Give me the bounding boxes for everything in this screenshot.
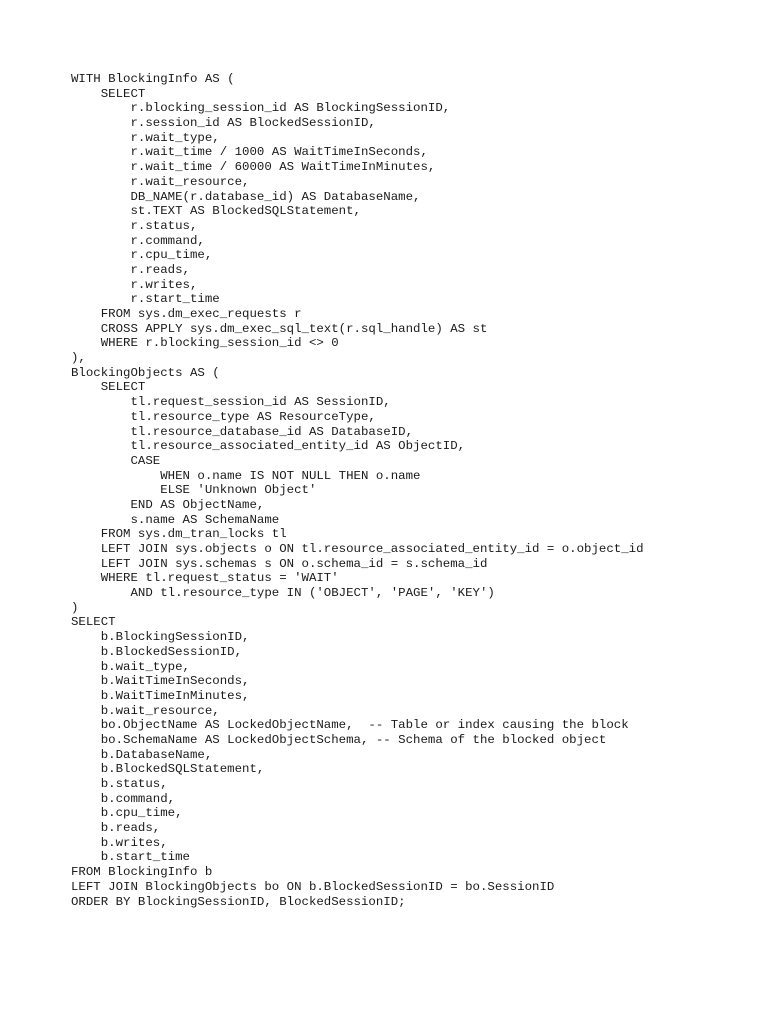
code-line: bo.ObjectName AS LockedObjectName, -- Table or index causing the block	[71, 718, 629, 733]
code-line: )	[71, 600, 79, 615]
code-line: r.reads,	[71, 262, 190, 277]
code-line: b.BlockedSessionID,	[71, 644, 243, 659]
code-line: b.BlockingSessionID,	[71, 630, 250, 645]
code-line: END AS ObjectName,	[71, 497, 265, 512]
code-line: b.wait_resource,	[71, 703, 220, 718]
code-line: LEFT JOIN BlockingObjects bo ON b.BlockedSessionID = bo.SessionID	[71, 879, 555, 894]
code-line: LEFT JOIN sys.schemas s ON o.schema_id = s.schema_id	[71, 556, 488, 571]
code-line: r.cpu_time,	[71, 248, 213, 263]
code-line: SELECT	[71, 615, 116, 630]
code-line: BlockingObjects AS (	[71, 365, 220, 380]
code-line: CASE	[71, 453, 161, 468]
code-line: b.command,	[71, 791, 176, 806]
code-line: tl.resource_associated_entity_id AS ObjectID,	[71, 439, 466, 454]
code-line: FROM sys.dm_exec_requests r	[71, 307, 302, 321]
code-line: r.status,	[71, 218, 198, 233]
code-line: FROM sys.dm_tran_locks tl	[71, 527, 287, 542]
code-line: SELECT	[71, 380, 146, 395]
code-line: LEFT JOIN sys.objects o ON tl.resource_associated_entity_id = o.object_id	[71, 542, 644, 556]
code-line: b.start_time	[71, 850, 190, 865]
code-line: ORDER BY BlockingSessionID, BlockedSessionID;	[71, 894, 406, 909]
code-line: r.command,	[71, 233, 205, 248]
code-line: bo.SchemaName AS LockedObjectSchema, -- Schema of the blocked object	[71, 732, 607, 747]
code-line: r.start_time	[71, 292, 220, 307]
code-line: r.wait_type,	[71, 130, 220, 145]
code-line: s.name AS SchemaName	[71, 512, 280, 527]
code-line: WHERE r.blocking_session_id <> 0	[71, 336, 339, 351]
code-line: DB_NAME(r.database_id) AS DatabaseName,	[71, 189, 421, 204]
code-line: SELECT	[71, 86, 146, 101]
code-line: WHERE tl.request_status = 'WAIT'	[71, 571, 339, 586]
code-line: FROM BlockingInfo b	[71, 865, 213, 880]
code-line: b.DatabaseName,	[71, 747, 213, 762]
code-line: b.status,	[71, 777, 168, 791]
code-line: b.wait_type,	[71, 659, 190, 674]
code-line: b.cpu_time,	[71, 806, 183, 821]
code-line: r.blocking_session_id AS BlockingSessionID,	[71, 101, 451, 116]
code-line: CROSS APPLY sys.dm_exec_sql_text(r.sql_handle) AS st	[71, 321, 488, 336]
code-line: tl.request_session_id AS SessionID,	[71, 395, 391, 410]
code-line: WITH BlockingInfo AS (	[71, 72, 235, 86]
code-line: r.wait_resource,	[71, 174, 250, 189]
code-line: tl.resource_type AS ResourceType,	[71, 409, 376, 424]
code-line: st.TEXT AS BlockedSQLStatement,	[71, 204, 361, 219]
code-line: b.reads,	[71, 821, 161, 836]
code-line: b.BlockedSQLStatement,	[71, 762, 265, 777]
code-line: ELSE 'Unknown Object'	[71, 483, 317, 498]
code-line: ),	[71, 351, 86, 366]
code-line: r.writes,	[71, 277, 198, 292]
code-line: r.wait_time / 1000 AS WaitTimeInSeconds,	[71, 145, 428, 160]
code-line: b.WaitTimeInMinutes,	[71, 688, 250, 703]
code-line: r.session_id AS BlockedSessionID,	[71, 116, 376, 131]
code-line: r.wait_time / 60000 AS WaitTimeInMinutes,	[71, 160, 436, 175]
code-line: AND tl.resource_type IN ('OBJECT', 'PAGE', 'KEY')	[71, 586, 495, 601]
code-line: tl.resource_database_id AS DatabaseID,	[71, 424, 414, 439]
code-line: WHEN o.name IS NOT NULL THEN o.name	[71, 468, 421, 483]
code-line: b.WaitTimeInSeconds,	[71, 674, 250, 689]
code-line: b.writes,	[71, 835, 168, 850]
sql-code-block	[71, 72, 644, 909]
